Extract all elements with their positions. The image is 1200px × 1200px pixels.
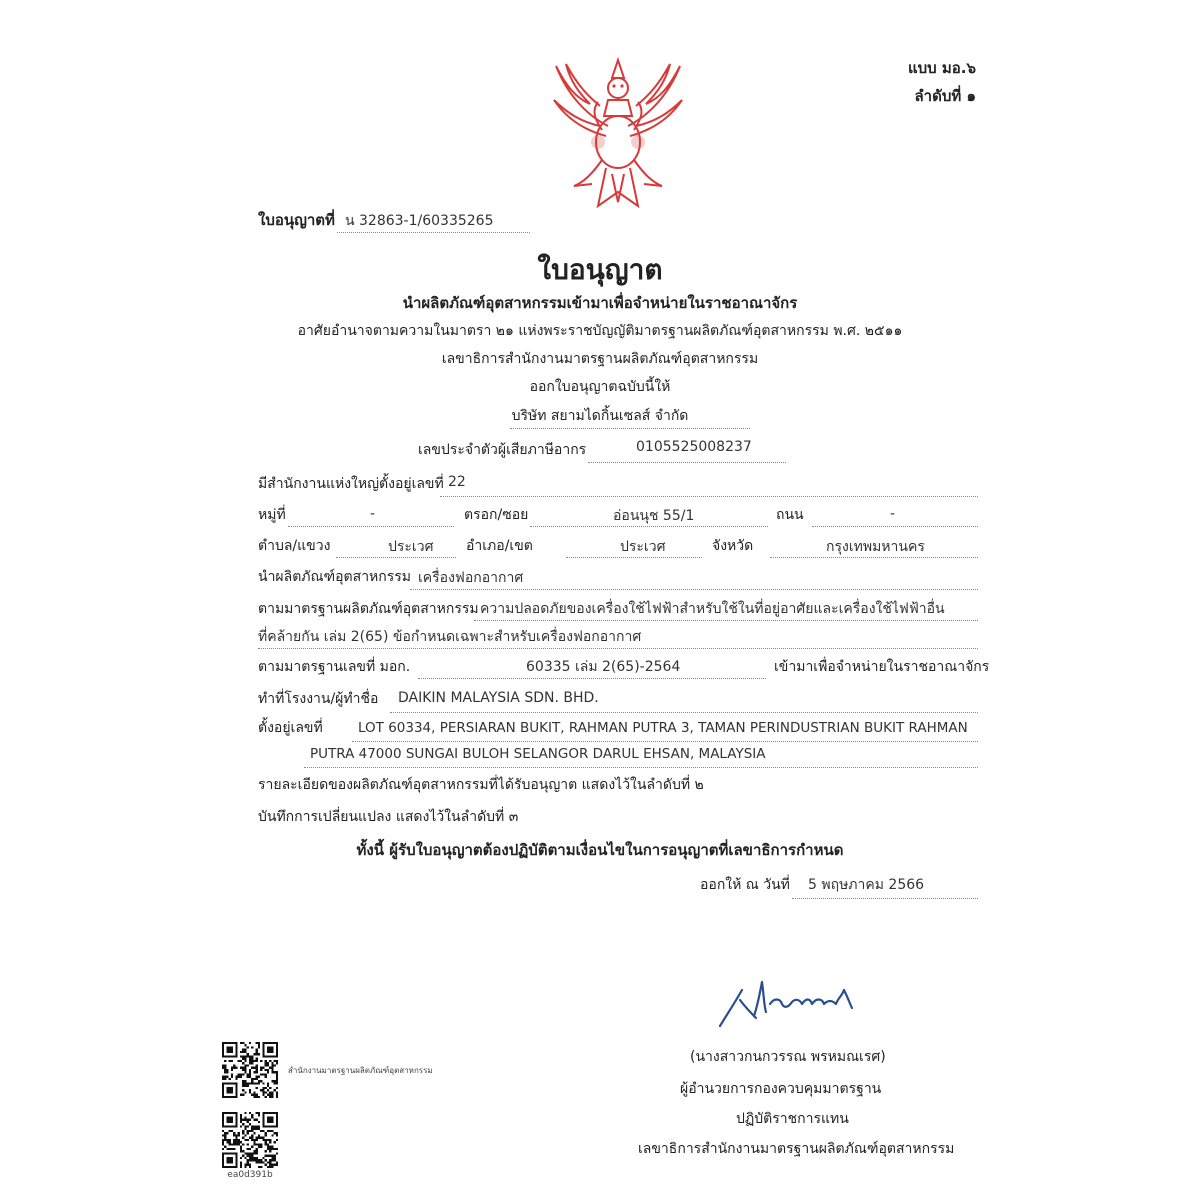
amphoe-value: ประเวศ (620, 539, 666, 555)
product-line (410, 589, 978, 590)
standard-no-label: ตามมาตรฐานเลขที่ มอก. (258, 659, 411, 675)
issued-value: 5 พฤษภาคม 2566 (808, 877, 925, 893)
authority-line-1: อาศัยอำนาจตามความในมาตรา ๒๑ แห่งพระราชบัญญัติมาตรฐานผลิตภัณฑ์อุตสาหกรรม พ.ศ. ๒๕๑๑ (297, 323, 903, 339)
signer-name: (นางสาวกนกวรรณ พรหมณเรศ) (690, 1049, 886, 1065)
qr-code-icon (222, 1112, 278, 1168)
hq-line (440, 496, 978, 497)
standard-no-suffix: เข้ามาเพื่อจำหน่ายในราชอาณาจักร (774, 659, 990, 675)
factory-addr-1: LOT 60334, PERSIARAN BUKIT, RAHMAN PUTRA 3, TAMAN PERINDUSTRIAN BUKIT RAHMAN (358, 720, 968, 736)
hq-label: มีสำนักงานแห่งใหญ่ตั้งอยู่เลขที่ (258, 476, 444, 492)
issued-line (792, 898, 978, 899)
issued-label: ออกให้ ณ วันที่ (700, 877, 790, 893)
factory-addr-label: ตั้งอยู่เลขที่ (258, 720, 323, 736)
tambon-label: ตำบล/แขวง (258, 538, 331, 554)
signature (712, 968, 872, 1038)
factory-addr-line-2 (304, 767, 978, 768)
soi-line (530, 526, 768, 527)
condition-text: ทั้งนี้ ผู้รับใบอนุญาตต้องปฏิบัติตามเงื่อนไขในการอนุญาตที่เลขาธิการกำหนด (356, 841, 844, 859)
note-details: รายละเอียดของผลิตภัณฑ์อุตสาหกรรมที่ได้รับอนุญาต แสดงไว้ในลำดับที่ ๒ (258, 777, 704, 793)
form-code: แบบ มอ.๖ (907, 59, 976, 77)
tax-value: 0105525008237 (636, 439, 752, 455)
standard-label: ตามมาตรฐานผลิตภัณฑ์อุตสาหกรรม (258, 601, 479, 617)
tax-label: เลขประจำตัวผู้เสียภาษีอากร (418, 442, 587, 458)
soi-value: อ่อนนุช 55/1 (613, 508, 695, 524)
province-value: กรุงเทพมหานคร (826, 539, 925, 555)
license-no-line (337, 232, 530, 233)
factory-addr-2: PUTRA 47000 SUNGAI BULOH SELANGOR DARUL EHSAN, MALAYSIA (310, 746, 766, 762)
hq-value: 22 (448, 474, 466, 490)
province-label: จังหวัด (712, 538, 754, 554)
moo-label: หมู่ที่ (258, 507, 286, 523)
authority-line-3: ออกใบอนุญาตฉบับนี้ให้ (529, 379, 671, 395)
factory-label: ทำที่โรงงาน/ผู้ทำชื่อ (258, 691, 379, 707)
license-no-label: ใบอนุญาตที่ (258, 211, 335, 229)
standard-no-value: 60335 เล่ม 2(65)-2564 (526, 659, 681, 675)
signer-position-1: ผู้อำนวยการกองควบคุมมาตรฐาน (680, 1081, 882, 1097)
product-value: เครื่องฟอกอากาศ (418, 570, 524, 586)
page-subtitle: นำผลิตภัณฑ์อุตสาหกรรมเข้ามาเพื่อจำหน่ายในราชอาณาจักร (402, 294, 798, 312)
signer-position-3: เลขาธิการสำนักงานมาตรฐานผลิตภัณฑ์อุตสาหกรรม (638, 1141, 955, 1157)
road-label: ถนน (776, 507, 804, 523)
qr-code-icon (222, 1042, 278, 1098)
page-title: ใบอนุญาต (537, 253, 663, 286)
standard-value-2: ที่คล้ายกัน เล่ม 2(65) ข้อกำหนดเฉพาะสำหรับเครื่องฟอกอากาศ (258, 629, 642, 645)
qr-caption: สำนักงานมาตรฐานผลิตภัณฑ์อุตสาหกรรม (288, 1066, 433, 1075)
authority-line-2: เลขาธิการสำนักงานมาตรฐานผลิตภัณฑ์อุตสาหกรรม (441, 351, 759, 367)
standard-no-line (418, 678, 766, 679)
road-value: - (890, 506, 896, 522)
tambon-value: ประเวศ (388, 539, 434, 555)
standard-line-2 (258, 648, 978, 649)
product-label: นำผลิตภัณฑ์อุตสาหกรรม (258, 569, 412, 585)
moo-line (288, 526, 454, 527)
province-line (770, 557, 978, 558)
license-no-value: น 32863-1/60335265 (345, 213, 494, 229)
factory-value: DAIKIN MALAYSIA SDN. BHD. (398, 690, 599, 706)
form-order: ลำดับที่ ๑ (914, 87, 976, 105)
factory-line (390, 712, 978, 713)
standard-line-1 (474, 620, 978, 621)
amphoe-line (566, 557, 702, 558)
factory-addr-line-1 (352, 741, 978, 742)
amphoe-label: อำเภอ/เขต (466, 538, 533, 554)
company-name: บริษัท สยามไดกิ้นเซลส์ จำกัด (511, 408, 689, 424)
standard-value-1: ความปลอดภัยของเครื่องใช้ไฟฟ้าสำหรับใช้ในที่อยู่อาศัยและเครื่องใช้ไฟฟ้าอื่น (480, 601, 945, 617)
company-line (510, 428, 750, 429)
note-changes: บันทึกการเปลี่ยนแปลง แสดงไว้ในลำดับที่ ๓ (258, 809, 519, 825)
tambon-line (336, 557, 456, 558)
qr-code-text: ea0d391b (227, 1170, 273, 1180)
moo-value: - (370, 506, 376, 522)
garuda-emblem-icon (548, 56, 688, 214)
tax-line (588, 462, 786, 463)
road-line (812, 526, 978, 527)
signer-position-2: ปฏิบัติราชการแทน (736, 1111, 849, 1127)
soi-label: ตรอก/ซอย (464, 507, 529, 523)
